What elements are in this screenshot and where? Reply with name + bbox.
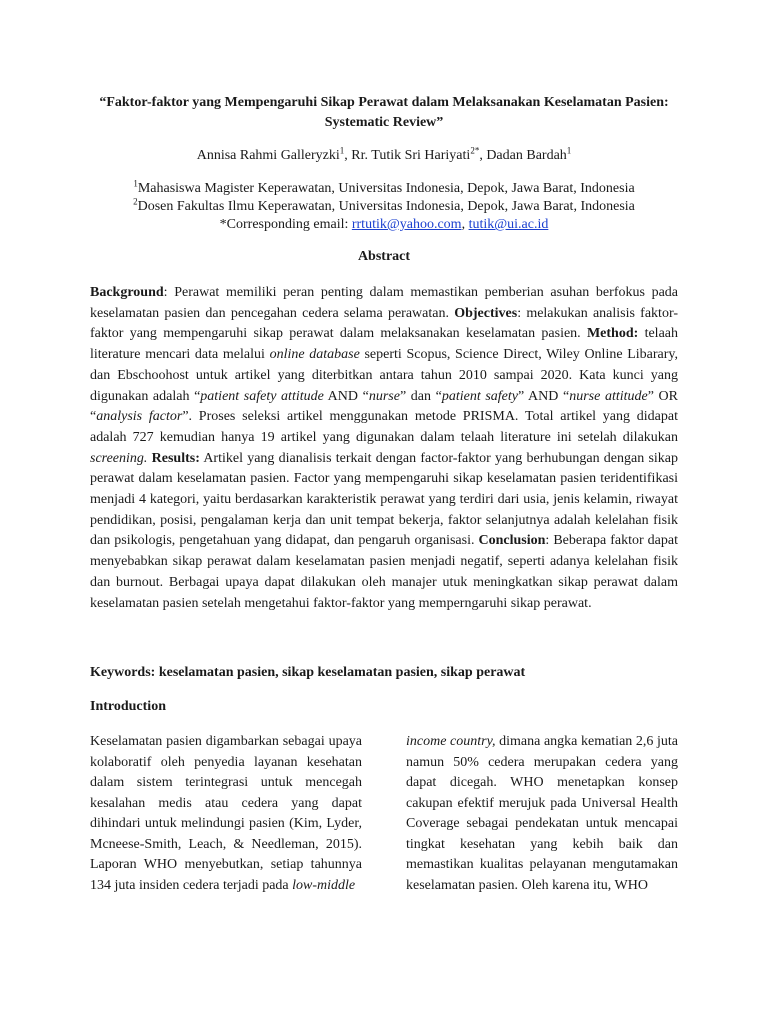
background-label: Background — [90, 285, 164, 300]
intro-column-left — [90, 732, 362, 896]
abstract-text: : Perawat memiliki peran penting dalam memastikan pemberian asuhan berfokus pada keselamatan pasien dan pencegahan cedera selama perawatan. — [90, 285, 678, 321]
conclusion-label: Conclusion — [478, 533, 546, 549]
search-keyword: patient safety — [441, 388, 518, 404]
abstract-body — [90, 283, 678, 614]
affiliation-mark: 2 — [133, 196, 138, 207]
abstract-text: telaah literature mencari data melalui — [90, 326, 678, 363]
abstract-text: ” AND “ — [518, 388, 570, 404]
results-label: Results: — [147, 450, 200, 466]
abstract-heading: Abstract — [357, 249, 411, 264]
search-keyword: nurse attitude — [569, 388, 648, 404]
author-name: Annisa Rahmi Galleryzki — [196, 148, 340, 163]
search-keyword: analysis factor — [96, 409, 183, 425]
corresponding-label: *Corresponding email: — [219, 217, 349, 232]
author-affiliation-mark: 1 — [339, 145, 345, 156]
abstract-text: Artikel yang dianalisis terkait dengan factor-faktor yang berhubungan dengan sikap perawat dalam keselamatan pasien. Factor yang mempengaruhi sikap keselamatan pasien teridentifikasi menjadi 4 kategori, yaitu berdasarkan karakteristik perawat yang terdiri dari usia, jenis kelamin, riwayat pendidikan, posisi, pengalaman kerja dan unit tempat bekerja, faktor selanjutnya adalah kelelahan fisik dan psikologis, pengetahuan yang didapat, dan pengaruh organisasi. — [90, 450, 678, 549]
search-keyword: patient safety attitude — [200, 388, 324, 404]
email-link[interactable]: rrtutik@yahoo.com — [351, 217, 462, 232]
author-affiliation-mark: 1 — [566, 145, 572, 156]
affiliation-text: Dosen Fakultas Ilmu Keperawatan, Universitas Indonesia, Depok, Jawa Barat, Indonesia — [137, 199, 635, 214]
abstract-text: ” dan “ — [399, 388, 442, 404]
objectives-label: Objectives — [454, 305, 518, 321]
intro-text: Keselamatan pasien digambarkan sebagai upaya kolaboratif oleh penyedia layanan kesehatan dalam sistem terintegrasi untuk mencegah kesalahan medis atau cedera yang dapat dihindari untuk melindungi pasien (Kim, Lyder, Mcneese-Smith, Leach, & Needleman, 2015). Laporan WHO menyebutkan, setiap tahunnya 134 juta insiden cedera terjadi pada — [90, 734, 362, 893]
abstract-italic: online database — [269, 347, 360, 363]
abstract-italic: screening. — [90, 450, 148, 466]
author-affiliation-mark: 2* — [470, 145, 480, 156]
intro-italic: income country, — [406, 734, 496, 749]
author-list: Annisa Rahmi Galleryzki$^1$, Rr. Tutik Sri Hariyati$^{2*}$, Dadan Bardah$^1$ — [196, 145, 572, 163]
affiliation-line — [90, 198, 678, 216]
affiliation-line — [90, 180, 678, 198]
intro-column-right — [406, 732, 678, 896]
email-link[interactable]: tutik@ui.ac.id — [468, 217, 549, 232]
paper-title: “Faktor-faktor yang Mempengaruhi Sikap Perawat dalam Melaksanakan Keselamatan Pasien: Systematic Review” — [99, 95, 669, 130]
corresponding-email-line: *Corresponding email: rrtutik@yahoo.com, tutik@ui.ac.id — [219, 217, 549, 232]
author-name: Dadan Bardah — [486, 148, 567, 163]
author-name: Rr. Tutik Sri Hariyati — [351, 148, 471, 163]
abstract-text: : melakukan analisis faktor-faktor yang mempengaruhi sikap perawat dalam melaksanakan keselamatan pasien. — [90, 305, 678, 342]
abstract-text: ”. Proses seleksi artikel menggunakan metode PRISMA. Total artikel yang didapat adalah 727 kemudian hanya 19 artikel yang digunakan dalam telaah literature ini setelah dilakukan — [90, 409, 678, 445]
affiliation-mark: 1 — [133, 178, 138, 189]
affiliations — [90, 180, 678, 234]
introduction-heading: Introduction — [90, 699, 166, 714]
abstract-text: seperti Scopus, Science Direct, Wiley Online Libarary, dan Ebschoohost untuk artikel yang diterbitkan antara tahun 2010 sampai 2020. Kata kunci yang digunakan adalah “ — [90, 347, 679, 404]
keywords-line: Keywords: keselamatan pasien, sikap keselamatan pasien, sikap perawat — [90, 665, 526, 680]
method-label: Method: — [586, 326, 639, 342]
affiliation-text: Mahasiswa Magister Keperawatan, Universitas Indonesia, Depok, Jawa Barat, Indonesia — [137, 181, 635, 196]
abstract-text: : Beberapa faktor dapat menyebabkan sikap perawat dalam keselamatan pasien menjadi negatif, seperti adanya kelelahan fisik dan burnout. Berbagai upaya dapat dilakukan oleh manajer utuk meningkatkan sikap perawat dalam keselamatan pasien setelah mengetahui faktor-faktor yang memperngaruhi sikap perawat. — [90, 533, 678, 611]
intro-italic: low-middle — [292, 877, 356, 893]
abstract-text: ” OR “ — [90, 388, 678, 425]
intro-text: dimana angka kematian 2,6 juta namun 50% cedera merupakan cedera yang dapat dicegah. WHO menetapkan konsep cakupan efektif merujuk pada Universal Health Coverage sebagai pendekatan untuk mencapai tingkat kesehatan yang kebih baik dan memastikan kualitas pelayanan mengutamakan keselamatan pasien. Oleh karena itu, WHO — [406, 734, 678, 893]
abstract-text: AND “ — [323, 388, 369, 404]
search-keyword: nurse — [368, 388, 400, 404]
